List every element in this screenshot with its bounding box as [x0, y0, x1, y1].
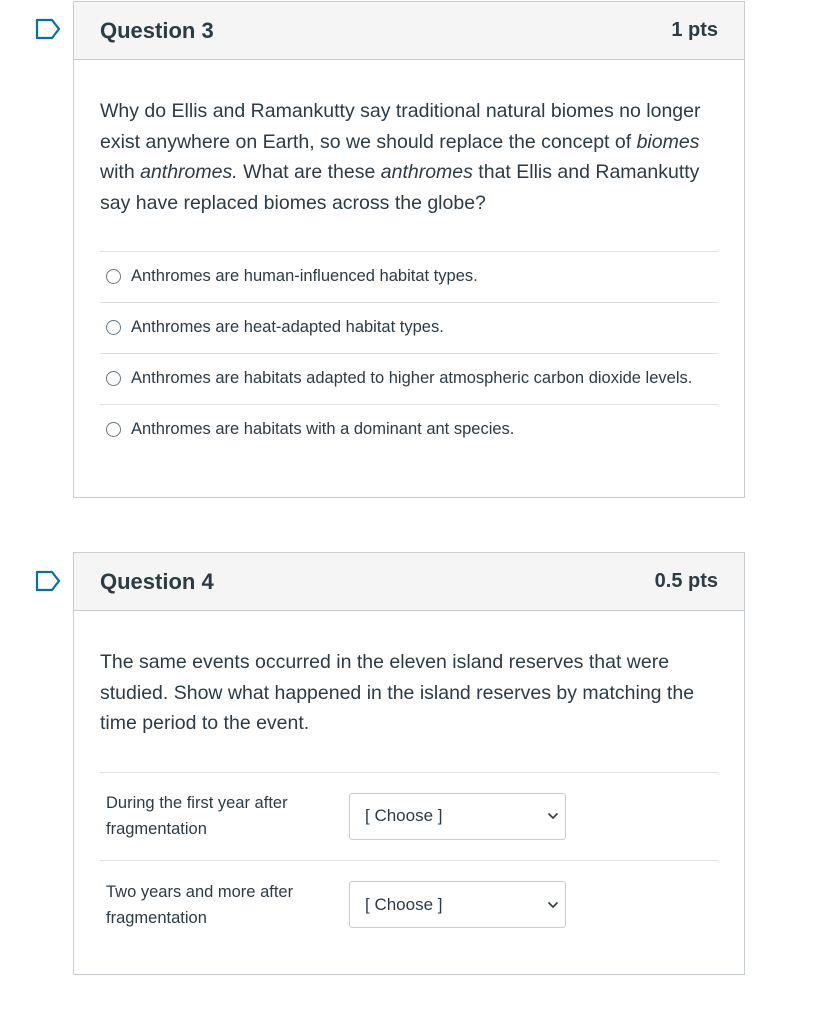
answer-label[interactable]: Anthromes are human-influenced habitat types.: [131, 267, 478, 285]
question-points: 1 pts: [671, 19, 718, 41]
matching-label: Two years and more after fragmentation: [106, 882, 294, 927]
matching-row: [100, 861, 718, 949]
question-header: [74, 2, 744, 60]
answer-option[interactable]: [100, 354, 718, 405]
answer-label[interactable]: Anthromes are habitats with a dominant ant species.: [131, 420, 515, 438]
select-value: [ Choose ]: [365, 806, 443, 825]
matching-row: [100, 773, 718, 861]
answer-option[interactable]: [100, 405, 718, 455]
answer-label[interactable]: Anthromes are habitats adapted to higher atmospheric carbon dioxide levels.: [131, 369, 693, 387]
question-title: Question 3: [100, 17, 214, 43]
answer-list: [100, 251, 718, 455]
answer-label[interactable]: Anthromes are heat-adapted habitat types.: [131, 318, 444, 336]
choose-select[interactable]: [349, 881, 566, 928]
chevron-down-icon: [547, 812, 559, 820]
flag-question-icon[interactable]: [35, 18, 61, 40]
radio-button[interactable]: [106, 371, 121, 386]
select-value: [ Choose ]: [365, 894, 443, 914]
question-3-card: [73, 1, 745, 498]
matching-label: During the first year after fragmentation: [106, 794, 288, 838]
radio-button[interactable]: [106, 269, 121, 284]
matching-list: [100, 772, 718, 949]
question-header: [74, 553, 744, 611]
question-text: The same events occurred in the eleven island reserves that were studied. Show what happened in the island reserves by matching the time period to the event.: [100, 651, 695, 734]
answer-option[interactable]: [100, 252, 718, 303]
radio-button[interactable]: [106, 320, 121, 335]
answer-option[interactable]: [100, 303, 718, 354]
chevron-down-icon: [547, 901, 559, 909]
question-points: 0.5 pts: [654, 570, 718, 592]
question-title: Question 4: [100, 568, 214, 594]
radio-button[interactable]: [106, 422, 121, 437]
question-text: Why do Ellis and Ramankutty say traditional natural biomes no longer exist anywhere on Earth, so we should replace the concept of biomes with anthromes. What are these anthromes that Ellis and Ramankutty say have replaced biomes across the globe?: [100, 100, 701, 214]
choose-select[interactable]: [349, 793, 566, 840]
question-4-card: [73, 552, 745, 975]
flag-question-icon[interactable]: [35, 570, 61, 592]
